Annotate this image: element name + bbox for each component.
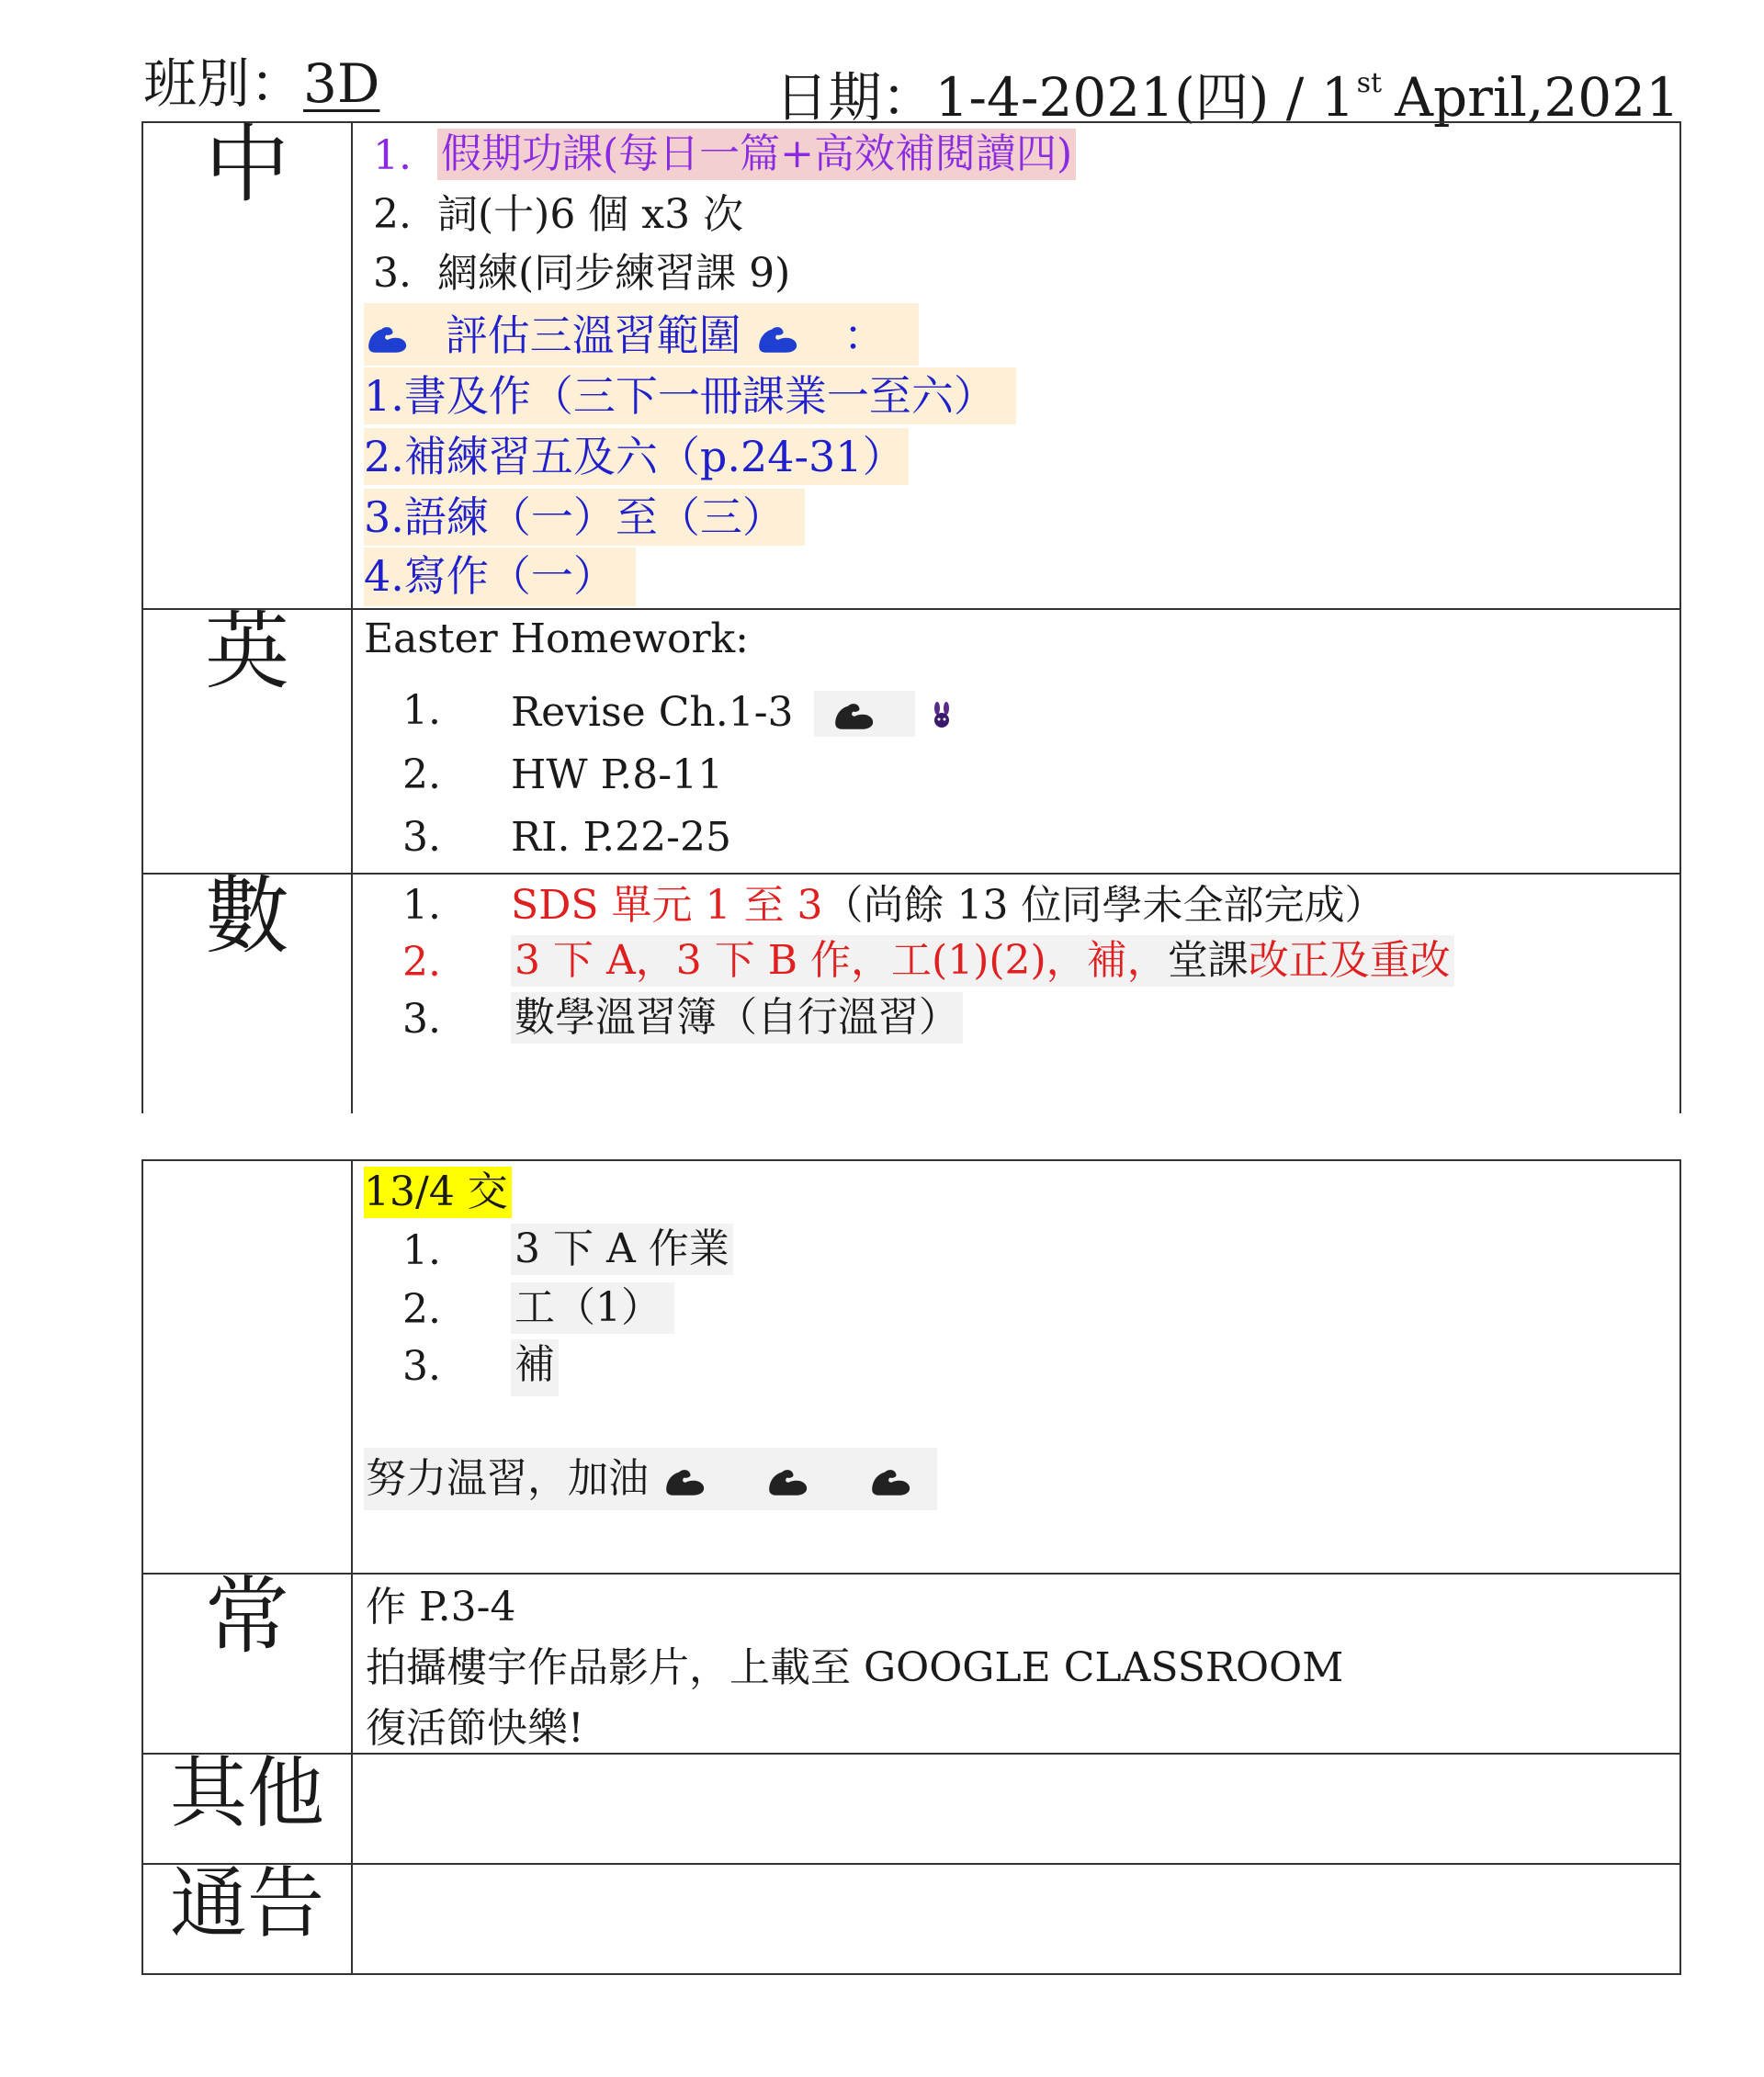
- subject-notices: 通告: [142, 1864, 352, 1974]
- page-header: [143, 48, 1679, 129]
- subject-math-continued: [142, 1160, 352, 1574]
- english-item-1-text: Revise Ch.1-3: [511, 689, 794, 736]
- subject-general-studies: 常: [142, 1574, 352, 1754]
- review-item-4: 4.寫作（一）: [364, 547, 636, 606]
- date-english: April,2021: [1395, 66, 1679, 129]
- cheer-line: [364, 1448, 937, 1510]
- english-item-1: [511, 691, 957, 737]
- math-item-1: [511, 882, 1385, 929]
- homework-table-bottom: [141, 1159, 1681, 1975]
- class-value: 3D: [303, 52, 380, 115]
- others-row: [142, 1754, 1680, 1864]
- notices-row: [142, 1864, 1680, 1974]
- math-item-1-red: SDS 單元 1 至 3: [511, 882, 823, 929]
- chinese-row: [142, 122, 1680, 609]
- homework-table-top: [141, 116, 1681, 1117]
- class-label: 班別：: [143, 52, 304, 115]
- flexed-biceps-icon: [831, 699, 878, 732]
- subject-others: 其他: [142, 1754, 352, 1864]
- review-item-1: 1.書及作（三下一冊課業一至六）: [364, 367, 1016, 424]
- chinese-content: [352, 122, 1680, 609]
- review-item-3: 3.語練（一）至（三）: [364, 489, 805, 546]
- page-break-gap: [138, 1113, 1681, 1157]
- notices-content: [352, 1864, 1680, 1974]
- english-row: [142, 609, 1680, 874]
- cheer-text: 努力温習，加油: [366, 1455, 649, 1502]
- flexed-biceps-icon: [764, 1465, 812, 1498]
- icon-group: [814, 691, 915, 737]
- english-intro: Easter Homework:: [364, 615, 749, 662]
- math-item-2: [511, 935, 1454, 987]
- bunny-icon: [928, 702, 957, 729]
- review-scope-title: [364, 303, 919, 366]
- review-title-text: 評估三溫習範圍: [445, 310, 741, 360]
- subject-english: 英: [142, 609, 352, 874]
- flexed-biceps-icon: [662, 1465, 709, 1498]
- flexed-biceps-icon: [754, 322, 802, 356]
- math-item-2-part-c: 改正及重改: [1248, 937, 1451, 984]
- class-field: [143, 48, 379, 119]
- review-item-2: 2.補練習五及六（p.24-31）: [364, 428, 909, 485]
- submit-item-1: 3 下 A 作業: [511, 1224, 733, 1275]
- list-number: 1.: [402, 687, 441, 734]
- chinese-item-3: 網練(同步練習課 9): [437, 250, 791, 297]
- flexed-biceps-icon: [364, 322, 412, 356]
- list-number: 1.: [373, 132, 412, 179]
- list-number: 3.: [402, 1343, 441, 1390]
- general-studies-content: [352, 1574, 1680, 1754]
- submit-item-2: 工（1）: [511, 1282, 674, 1334]
- list-number: 3.: [373, 250, 412, 297]
- general-line-1: 作 P.3-4: [366, 1584, 516, 1631]
- general-line-3: 復活節快樂!: [366, 1705, 584, 1752]
- math-content: [352, 874, 1680, 1116]
- list-number: 2.: [402, 939, 441, 986]
- english-item-2: HW P.8-11: [511, 751, 724, 798]
- math-continued-row: [142, 1160, 1680, 1574]
- chinese-item-2: 詞(十)6 個 x3 次: [437, 191, 744, 238]
- math-submit-content: [352, 1160, 1680, 1574]
- general-studies-row: [142, 1574, 1680, 1754]
- math-item-2-part-b: 堂課: [1167, 937, 1249, 984]
- math-item-2-part-a: 3 下 A，3 下 B 作，工(1)(2)，補，: [514, 937, 1168, 984]
- subject-math: 數: [142, 874, 352, 1116]
- flexed-biceps-icon: [867, 1465, 915, 1498]
- submit-item-3: 補: [511, 1339, 559, 1396]
- list-number: 3.: [402, 814, 441, 861]
- english-item-3: RI. P.22-25: [511, 814, 732, 861]
- list-number: 2.: [402, 1286, 441, 1333]
- date-superscript: st: [1356, 67, 1383, 99]
- chinese-item-1: 假期功課(每日一篇+高效補閱讀四): [437, 129, 1076, 180]
- math-item-1-rest: （尚餘 13 位同學未全部完成）: [822, 882, 1385, 929]
- list-number: 1.: [402, 882, 441, 929]
- review-title-colon: ：: [842, 310, 886, 360]
- list-number: 1.: [402, 1227, 441, 1274]
- math-item-3: 數學溫習簿（自行溫習）: [511, 992, 963, 1044]
- subject-chinese: 中: [142, 122, 352, 609]
- list-number: 2.: [402, 751, 441, 798]
- general-line-2: 拍攝樓宇作品影片，上載至 GOOGLE CLASSROOM: [366, 1644, 1344, 1691]
- date-label: 日期：1-4-2021(四) / 1: [775, 66, 1355, 129]
- list-number: 2.: [373, 191, 412, 238]
- english-content: [352, 609, 1680, 874]
- submit-date-label: 13/4 交: [364, 1167, 512, 1218]
- math-row: [142, 874, 1680, 1116]
- list-number: 3.: [402, 996, 441, 1043]
- others-content: [352, 1754, 1680, 1864]
